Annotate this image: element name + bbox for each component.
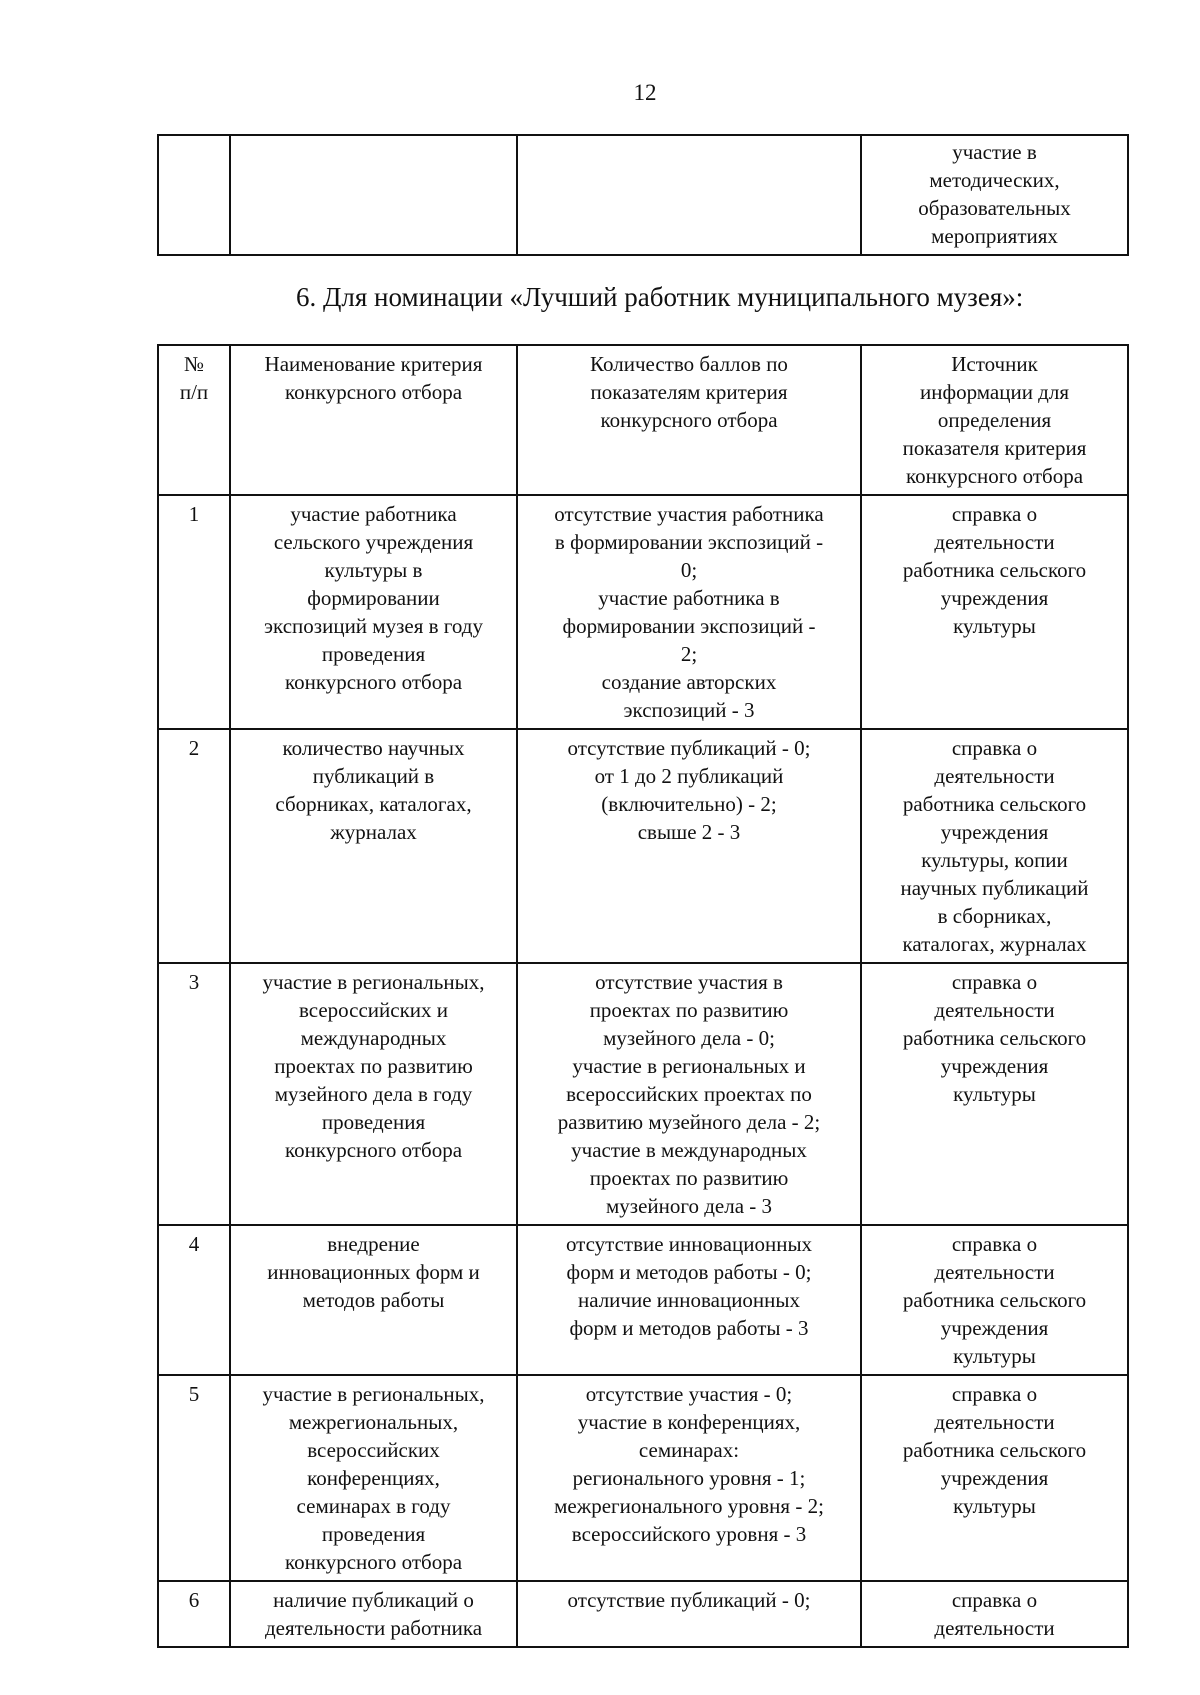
continuation-table xyxy=(157,134,1129,256)
table-cell-source: справка о деятельности работника сельского учреждения культуры xyxy=(861,1225,1128,1375)
table-row xyxy=(158,1581,1128,1647)
table-cell-source: справка о деятельности работника сельского учреждения культуры xyxy=(861,1375,1128,1581)
page-number: 12 xyxy=(633,80,657,105)
table-cell-source: справка о деятельности работника сельского учреждения культуры, копии научных публикаций в сборниках, каталогах, журналах xyxy=(861,729,1128,963)
header-name: Наименование критерия конкурсного отбора xyxy=(230,345,517,495)
header-score: Количество баллов по показателям критерия конкурсного отбора xyxy=(517,345,861,495)
table-cell-name: участие работника сельского учреждения культуры в формировании экспозиций музея в году проведения конкурсного отбора xyxy=(230,495,517,729)
table-cell-score: отсутствие публикаций - 0; xyxy=(517,1581,861,1647)
table-cell-score xyxy=(517,135,861,255)
section-heading: 6. Для номинации «Лучший работник муниципального музея»: xyxy=(296,282,1024,312)
table-row xyxy=(158,135,1128,255)
table-cell-source: справка о деятельности работника сельского учреждения культуры xyxy=(861,963,1128,1225)
table-cell-no: 3 xyxy=(158,963,230,1225)
table-row xyxy=(158,495,1128,729)
header-no: № п/п xyxy=(158,345,230,495)
table-cell-score: отсутствие участия - 0; участие в конференциях, семинарах: регионального уровня - 1; межрегионального уровня - 2; всероссийского уровня - 3 xyxy=(517,1375,861,1581)
table-cell-score: отсутствие инновационных форм и методов работы - 0; наличие инновационных форм и методов работы - 3 xyxy=(517,1225,861,1375)
table-cell-name: участие в региональных, всероссийских и международных проектах по развитию музейного дела в году проведения конкурсного отбора xyxy=(230,963,517,1225)
header-source: Источник информации для определения показателя критерия конкурсного отбора xyxy=(861,345,1128,495)
table-cell-no: 5 xyxy=(158,1375,230,1581)
table-cell-source: справка о деятельности работника сельского учреждения культуры xyxy=(861,495,1128,729)
table-cell-name: внедрение инновационных форм и методов работы xyxy=(230,1225,517,1375)
table-cell-source: участие в методических, образовательных мероприятиях xyxy=(861,135,1128,255)
table-cell-score: отсутствие участия работника в формировании экспозиций - 0; участие работника в формировании экспозиций - 2; создание авторских экспозиций - 3 xyxy=(517,495,861,729)
table-row xyxy=(158,963,1128,1225)
table-cell-name: количество научных публикаций в сборниках, каталогах, журналах xyxy=(230,729,517,963)
table-row xyxy=(158,729,1128,963)
table-row xyxy=(158,1375,1128,1581)
table-header-row xyxy=(158,345,1128,495)
table-cell-no: 6 xyxy=(158,1581,230,1647)
table-cell-name xyxy=(230,135,517,255)
table-cell-name: наличие публикаций о деятельности работника xyxy=(230,1581,517,1647)
table-cell-no: 4 xyxy=(158,1225,230,1375)
table-cell-score: отсутствие участия в проектах по развитию музейного дела - 0; участие в региональных и всероссийских проектах по развитию музейного дела - 2; участие в международных проектах по развитию музейного дела - 3 xyxy=(517,963,861,1225)
table-cell-score: отсутствие публикаций - 0; от 1 до 2 публикаций (включительно) - 2; свыше 2 - 3 xyxy=(517,729,861,963)
table-cell-source: справка о деятельности xyxy=(861,1581,1128,1647)
table-cell-name: участие в региональных, межрегиональных, всероссийских конференциях, семинарах в году проведения конкурсного отбора xyxy=(230,1375,517,1581)
table-row xyxy=(158,1225,1128,1375)
criteria-table xyxy=(157,344,1129,1648)
table-cell-no: 1 xyxy=(158,495,230,729)
table-cell-no: 2 xyxy=(158,729,230,963)
table-cell-no xyxy=(158,135,230,255)
